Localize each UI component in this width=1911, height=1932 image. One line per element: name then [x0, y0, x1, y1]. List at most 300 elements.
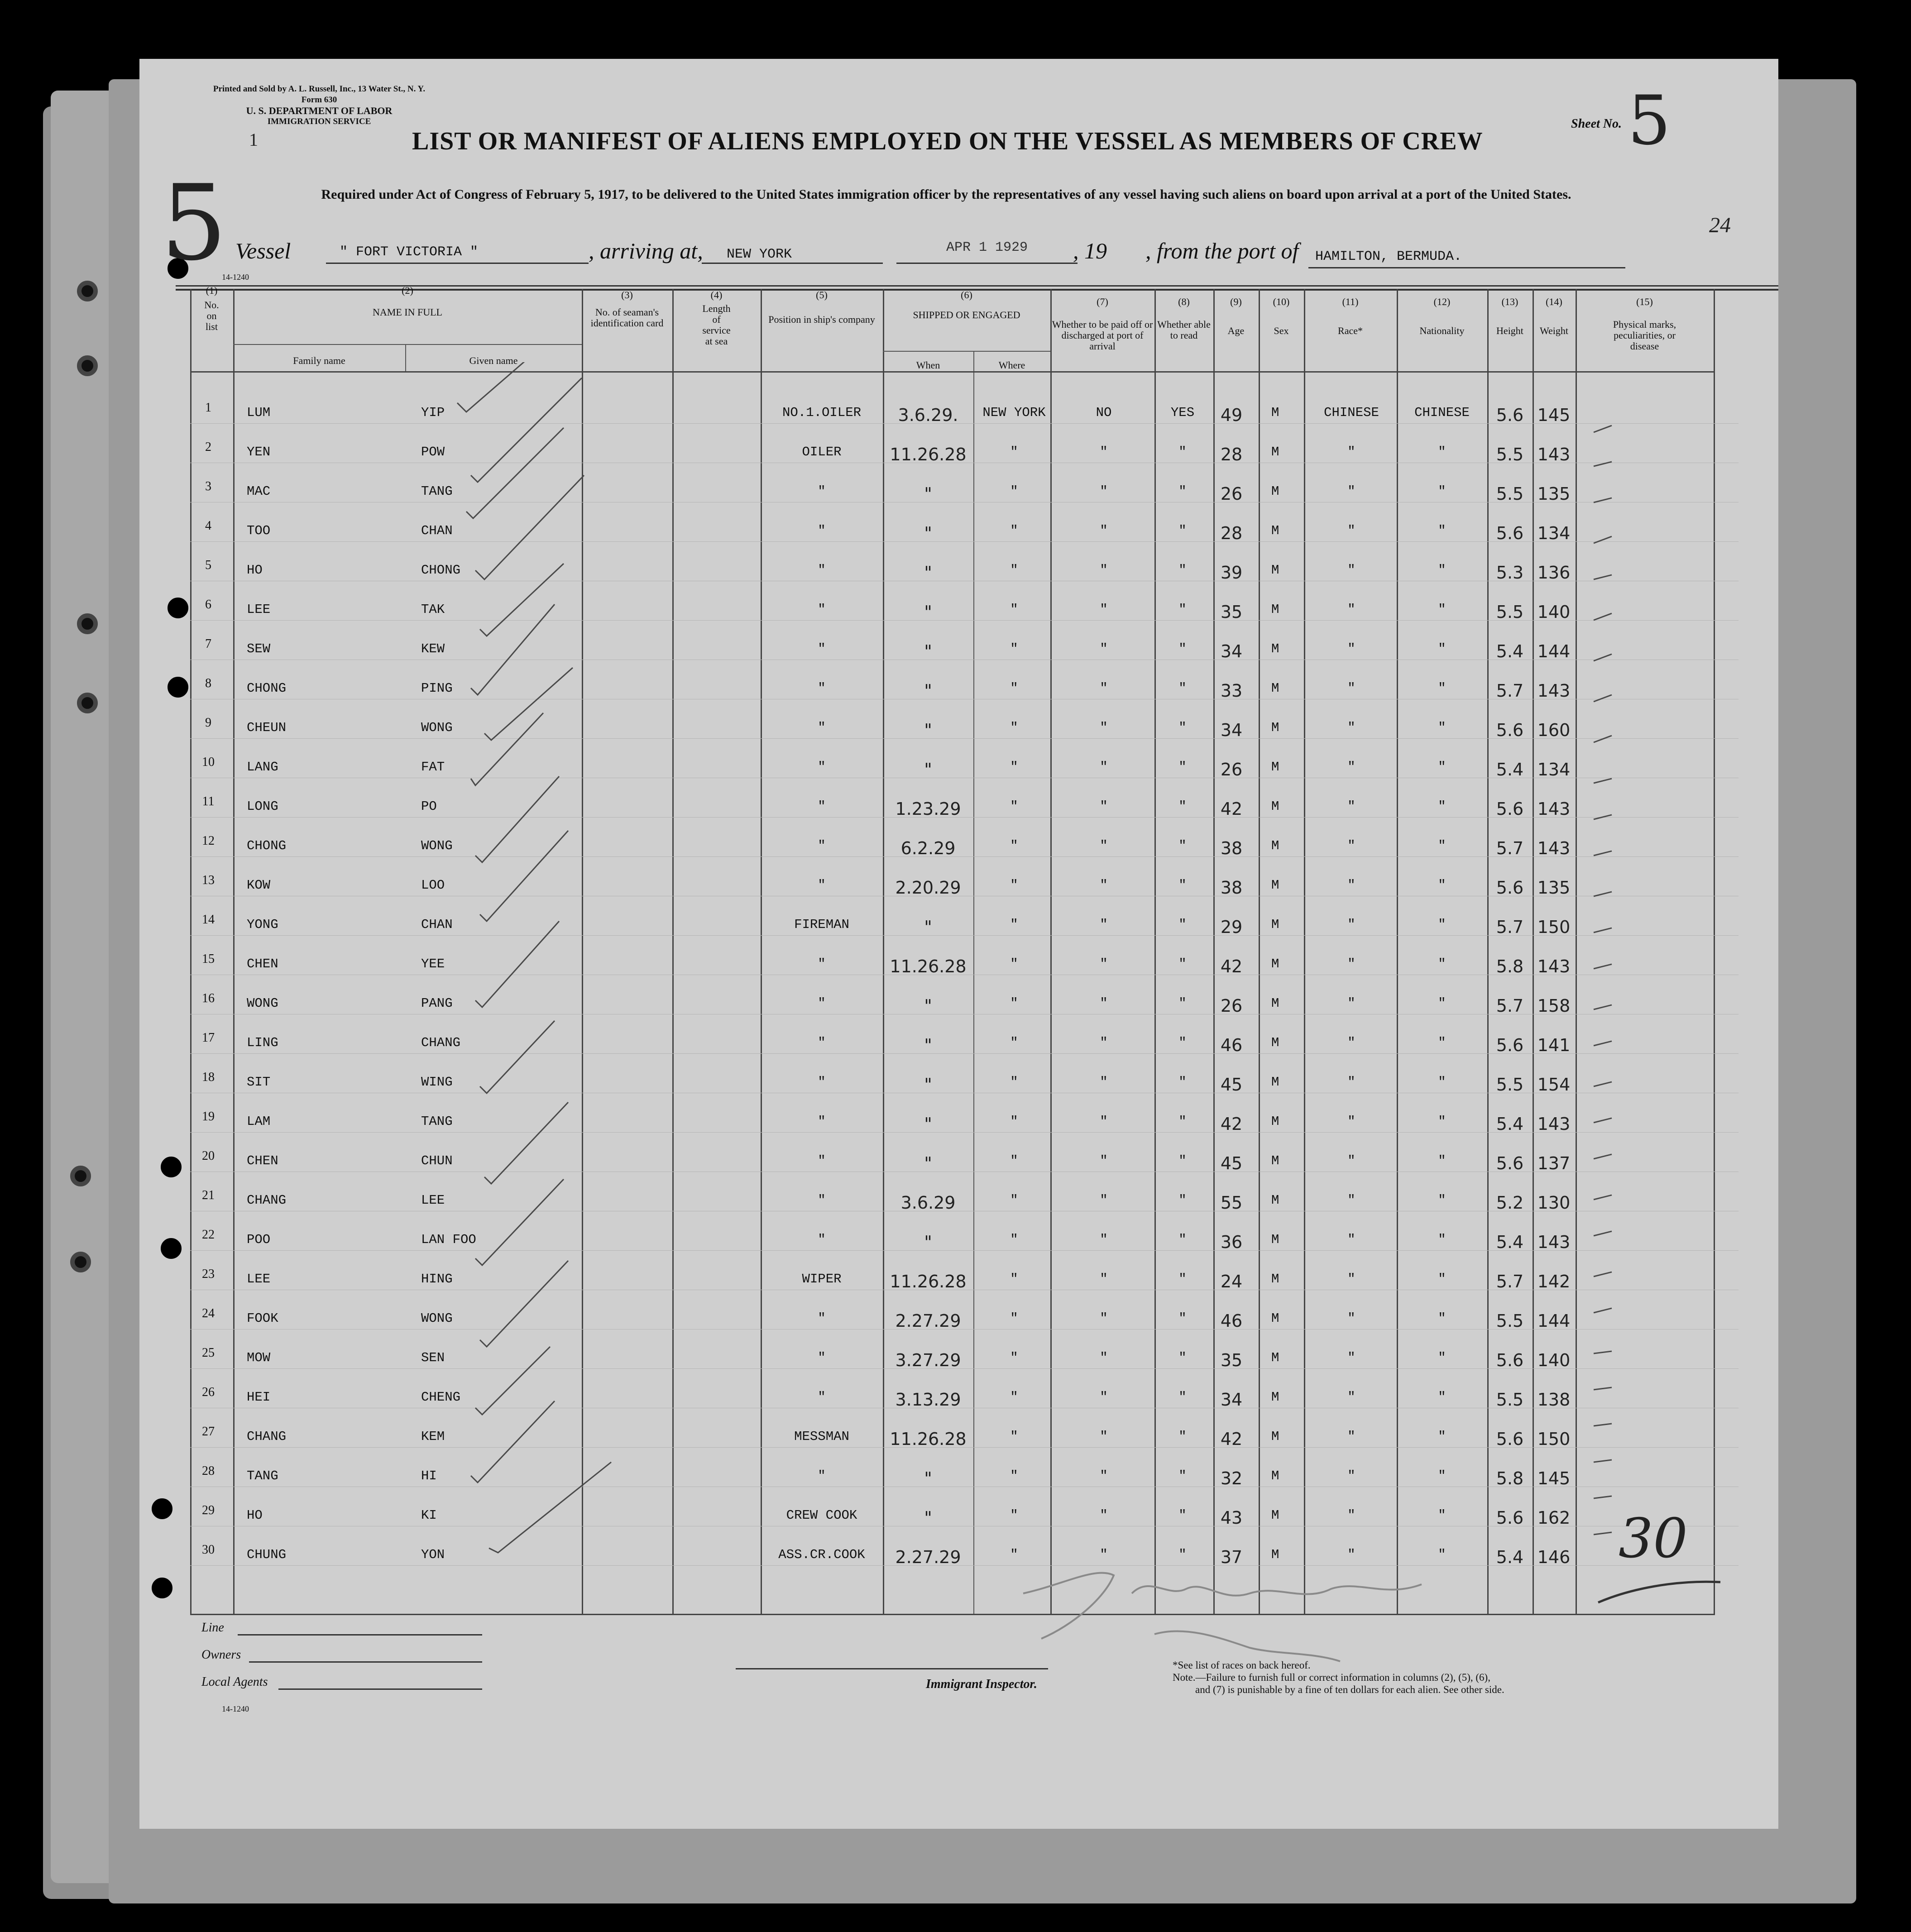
cell-sex: M [1271, 641, 1279, 656]
cell-where: " [1010, 1193, 1018, 1208]
sheet-no-value: 5 [1628, 81, 1671, 160]
header-c8: (8) Whether able to read [1157, 296, 1211, 341]
cell-nat: " [1438, 720, 1446, 735]
cell-race: " [1347, 563, 1355, 578]
cell-paid: " [1100, 1075, 1108, 1090]
cell-paid: " [1100, 602, 1108, 617]
cell-nat: " [1438, 760, 1446, 775]
cell-position: " [818, 681, 826, 696]
cell-race: " [1347, 1075, 1355, 1090]
cell-read: " [1178, 1153, 1187, 1168]
cell-where: " [1010, 1390, 1018, 1405]
cell-read: " [1178, 484, 1187, 499]
cell-weight: 154 [1537, 1075, 1571, 1095]
cell-weight: 140 [1537, 602, 1571, 622]
cell-position: " [818, 1232, 826, 1247]
cell-no: 8 [205, 676, 211, 690]
cell-race: " [1347, 996, 1355, 1011]
cell-when: 2.20.29 [895, 878, 961, 898]
cell-position: " [818, 878, 826, 893]
cell-weight: 143 [1537, 1114, 1571, 1134]
cell-weight: 143 [1537, 445, 1571, 464]
cell-age: 26 [1220, 760, 1243, 779]
cell-when: 11.26.28 [890, 1272, 967, 1291]
cell-age: 55 [1220, 1193, 1243, 1213]
cell-family: MOW [247, 1350, 271, 1365]
cell-family: WONG [247, 996, 278, 1011]
cell-paid: " [1100, 1547, 1108, 1562]
cell-height: 5.6 [1496, 720, 1524, 740]
cell-nat: " [1438, 1153, 1446, 1168]
cell-age: 38 [1220, 838, 1243, 858]
cell-when: " [924, 1075, 932, 1095]
cell-no: 5 [205, 558, 211, 572]
cell-height: 5.6 [1496, 799, 1524, 819]
cell-weight: 136 [1537, 563, 1571, 583]
cell-sex: M [1271, 602, 1279, 617]
cell-paid: " [1100, 523, 1108, 538]
cell-given: FAT [421, 760, 445, 775]
cell-sex: M [1271, 917, 1279, 932]
cell-when: " [924, 917, 932, 937]
cell-race: " [1347, 799, 1355, 814]
cell-where: " [1010, 996, 1018, 1011]
sheet-no-label: Sheet No. [1571, 117, 1622, 131]
cell-age: 38 [1220, 878, 1243, 898]
cell-given: TANG [421, 484, 453, 499]
cell-paid: " [1100, 445, 1108, 459]
cell-height: 5.4 [1496, 1547, 1524, 1567]
cell-nat: " [1438, 1508, 1446, 1523]
cell-where: " [1010, 445, 1018, 459]
cell-where: " [1010, 563, 1018, 578]
cell-given: KI [421, 1508, 437, 1523]
cell-position: " [818, 523, 826, 538]
cell-read: " [1178, 1350, 1187, 1365]
cell-height: 5.4 [1496, 1232, 1524, 1252]
cell-when: " [924, 563, 932, 583]
cell-no: 15 [202, 952, 215, 966]
cell-when: 3.13.29 [895, 1390, 961, 1410]
cell-nat: " [1438, 445, 1446, 459]
vessel-label: Vessel [235, 238, 291, 263]
handwritten-total: 30 [1619, 1507, 1688, 1570]
cell-weight: 135 [1537, 878, 1571, 898]
cell-read: " [1178, 1390, 1187, 1405]
cell-given: LOO [421, 878, 445, 893]
cell-race: " [1347, 1350, 1355, 1365]
cell-where: " [1010, 799, 1018, 814]
cell-read: " [1178, 917, 1187, 932]
cell-paid: " [1100, 1232, 1108, 1247]
cell-when: 2.27.29 [895, 1547, 961, 1567]
cell-sex: M [1271, 523, 1279, 538]
binding-hole [152, 1578, 172, 1598]
cell-weight: 130 [1537, 1193, 1571, 1213]
cell-nat: " [1438, 681, 1446, 696]
cell-weight: 150 [1537, 1429, 1571, 1449]
cell-age: 34 [1220, 720, 1243, 740]
cell-race: " [1347, 720, 1355, 735]
cell-no: 6 [205, 598, 211, 612]
cell-nat: " [1438, 917, 1446, 932]
cell-read: " [1178, 1547, 1187, 1562]
handwritten-mark-24: 24 [1709, 213, 1731, 237]
cell-where: " [1010, 956, 1018, 971]
cell-age: 46 [1220, 1311, 1243, 1331]
footer-agents-label: Local Agents [201, 1675, 268, 1689]
cell-family: HO [247, 563, 263, 578]
footer-notes [1173, 1659, 1504, 1696]
cell-when: " [924, 996, 932, 1016]
cell-age: 39 [1220, 563, 1243, 583]
cell-paid: " [1100, 996, 1108, 1011]
cell-position: WIPER [802, 1272, 842, 1286]
cell-weight: 162 [1537, 1508, 1571, 1528]
cell-weight: 143 [1537, 838, 1571, 858]
cell-when: " [924, 523, 932, 543]
cell-paid: " [1100, 641, 1108, 656]
cell-race: " [1347, 1193, 1355, 1208]
cell-when: 3.6.29. [898, 405, 958, 425]
cell-position: " [818, 602, 826, 617]
cell-position: " [818, 720, 826, 735]
header-c2b: Given name [469, 355, 518, 366]
cell-nat: " [1438, 602, 1446, 617]
binding-hole [77, 281, 98, 301]
cell-where: " [1010, 681, 1018, 696]
cell-when: 6.2.29 [900, 838, 956, 858]
cell-sex: M [1271, 1468, 1279, 1483]
cell-read: " [1178, 1193, 1187, 1208]
cell-height: 5.5 [1496, 1075, 1524, 1095]
cell-no: 2 [205, 440, 211, 454]
cell-no: 14 [202, 913, 215, 927]
binding-hole [77, 613, 98, 634]
cell-given: CHENG [421, 1390, 461, 1405]
cell-when: " [924, 1035, 932, 1055]
cell-read: " [1178, 681, 1187, 696]
cell-given: WING [421, 1075, 453, 1090]
cell-position: " [818, 760, 826, 775]
cell-no: 10 [202, 755, 215, 769]
cell-sex: M [1271, 1075, 1279, 1090]
cell-age: 28 [1220, 523, 1243, 543]
cell-position: " [818, 1311, 826, 1326]
cell-family: SEW [247, 641, 271, 656]
cell-weight: 144 [1537, 1311, 1571, 1331]
cell-no: 29 [202, 1503, 215, 1517]
form-code-bottom: 14-1240 [222, 1704, 249, 1713]
cell-family: FOOK [247, 1311, 278, 1326]
cell-family: SIT [247, 1075, 271, 1090]
cell-age: 37 [1220, 1547, 1243, 1567]
cell-sex: M [1271, 563, 1279, 578]
header-c1: (1) No. on list [204, 285, 219, 332]
cell-race: " [1347, 1232, 1355, 1247]
cell-when: " [924, 1153, 932, 1173]
cell-weight: 142 [1537, 1272, 1571, 1291]
cell-when: 11.26.28 [890, 1429, 967, 1449]
footer-line-label: Line [201, 1621, 224, 1635]
cell-sex: M [1271, 1390, 1279, 1405]
cell-given: PING [421, 681, 453, 696]
cell-given: HI [421, 1468, 437, 1483]
cell-height: 5.6 [1496, 1508, 1524, 1528]
cell-nat: " [1438, 523, 1446, 538]
cell-height: 5.6 [1496, 1350, 1524, 1370]
cell-given: PANG [421, 996, 453, 1011]
cell-race: " [1347, 1390, 1355, 1405]
cell-age: 24 [1220, 1272, 1243, 1291]
cell-nat: " [1438, 563, 1446, 578]
cell-weight: 135 [1537, 484, 1571, 504]
cell-where: " [1010, 641, 1018, 656]
cell-nat: CHINESE [1414, 405, 1470, 420]
cell-nat: " [1438, 484, 1446, 499]
cell-height: 5.6 [1496, 878, 1524, 898]
cell-weight: 150 [1537, 917, 1571, 937]
cell-sex: M [1271, 760, 1279, 775]
cell-age: 45 [1220, 1153, 1243, 1173]
cell-paid: " [1100, 956, 1108, 971]
cell-read: " [1178, 641, 1187, 656]
cell-paid: " [1100, 1468, 1108, 1483]
binding-hole [70, 1166, 91, 1186]
cell-read: " [1178, 1429, 1187, 1444]
cell-paid: " [1100, 838, 1108, 853]
cell-given: CHAN [421, 523, 453, 538]
cell-height: 5.7 [1496, 838, 1524, 858]
cell-age: 33 [1220, 681, 1243, 701]
cell-read: " [1178, 799, 1187, 814]
cell-when: " [924, 1508, 932, 1528]
cell-sex: M [1271, 484, 1279, 499]
cell-read: " [1178, 956, 1187, 971]
cell-where: " [1010, 838, 1018, 853]
cell-paid: " [1100, 1350, 1108, 1365]
cell-family: HO [247, 1508, 263, 1523]
cell-where: " [1010, 1508, 1018, 1523]
cell-given: YON [421, 1547, 445, 1562]
cell-height: 5.6 [1496, 1153, 1524, 1173]
cell-weight: 158 [1537, 996, 1571, 1016]
printer-line-2: Form 630 [301, 95, 337, 105]
cell-height: 5.7 [1496, 1272, 1524, 1291]
cell-paid: " [1100, 1193, 1108, 1208]
cell-nat: " [1438, 799, 1446, 814]
cell-given: YEE [421, 956, 445, 971]
cell-family: HEI [247, 1390, 271, 1405]
cell-read: " [1178, 602, 1187, 617]
cell-family: KOW [247, 878, 271, 893]
cell-position: " [818, 1153, 826, 1168]
header-c9: (9) Age [1227, 296, 1245, 336]
header-c3: (3) No. of seaman's identification card [590, 289, 664, 329]
cell-position: " [818, 1035, 826, 1050]
cell-age: 42 [1220, 1114, 1243, 1134]
from-label: , from the port of [1145, 238, 1299, 263]
cell-nat: " [1438, 996, 1446, 1011]
cell-where: " [1010, 1035, 1018, 1050]
header-c5: (5) Position in ship's company [768, 289, 875, 325]
cell-sex: M [1271, 1153, 1279, 1168]
cell-position: " [818, 996, 826, 1011]
cell-no: 13 [202, 873, 215, 887]
cell-height: 5.8 [1496, 1468, 1524, 1488]
cell-sex: M [1271, 1350, 1279, 1365]
cell-no: 17 [202, 1031, 215, 1045]
cell-weight: 134 [1537, 760, 1571, 779]
cell-age: 32 [1220, 1468, 1243, 1488]
cell-position: " [818, 1114, 826, 1129]
cell-where: " [1010, 878, 1018, 893]
cell-where: " [1010, 760, 1018, 775]
cell-age: 42 [1220, 799, 1243, 819]
cell-read: " [1178, 1232, 1187, 1247]
cell-position: OILER [802, 445, 842, 459]
cell-family: LUM [247, 405, 271, 420]
cell-sex: M [1271, 405, 1279, 420]
cell-family: YEN [247, 445, 271, 459]
cell-height: 5.5 [1496, 602, 1524, 622]
cell-paid: " [1100, 484, 1108, 499]
total-underline [1594, 1562, 1729, 1612]
cell-no: 18 [202, 1070, 215, 1084]
cell-weight: 137 [1537, 1153, 1571, 1173]
cell-height: 5.5 [1496, 445, 1524, 464]
cell-age: 26 [1220, 996, 1243, 1016]
cell-sex: M [1271, 1508, 1279, 1523]
cell-family: LONG [247, 799, 278, 814]
cell-nat: " [1438, 1075, 1446, 1090]
cell-no: 12 [202, 834, 215, 848]
cell-sex: M [1271, 445, 1279, 459]
cell-no: 1 [205, 401, 211, 415]
cell-when: 3.27.29 [895, 1350, 961, 1370]
footer-owners-label: Owners [201, 1648, 241, 1662]
cell-when: " [924, 1232, 932, 1252]
form-code-top: 14-1240 [222, 273, 249, 282]
cell-where: " [1010, 602, 1018, 617]
cell-sex: M [1271, 838, 1279, 853]
cell-sex: M [1271, 1035, 1279, 1050]
cell-no: 30 [202, 1543, 215, 1557]
cell-nat: " [1438, 1547, 1446, 1562]
cell-when: " [924, 720, 932, 740]
cell-race: " [1347, 760, 1355, 775]
cell-where: " [1010, 1429, 1018, 1444]
cell-race: " [1347, 445, 1355, 459]
year-label: , 19 [1073, 238, 1107, 263]
cell-race: " [1347, 1272, 1355, 1286]
cell-family: CHONG [247, 838, 287, 853]
header-c11: (11) Race* [1338, 296, 1363, 336]
cell-paid: " [1100, 799, 1108, 814]
cell-given: KEW [421, 641, 445, 656]
cell-where: " [1010, 1075, 1018, 1090]
cell-weight: 145 [1537, 405, 1571, 425]
cell-sex: M [1271, 720, 1279, 735]
cell-race: " [1347, 1508, 1355, 1523]
header-c6a: When [916, 359, 940, 371]
cell-where: " [1010, 523, 1018, 538]
cell-given: WONG [421, 838, 453, 853]
date-stamp: APR 1 1929 [946, 240, 1028, 255]
header-c14: (14) Weight [1540, 296, 1568, 336]
cell-family: TANG [247, 1468, 278, 1483]
cell-read: " [1178, 1311, 1187, 1326]
cell-position: ASS.CR.COOK [778, 1547, 865, 1562]
cell-height: 5.5 [1496, 1390, 1524, 1410]
department-name: U. S. DEPARTMENT OF LABOR [246, 105, 393, 116]
cell-nat: " [1438, 1390, 1446, 1405]
handwritten-mark-1: 1 [249, 129, 258, 150]
cell-position: " [818, 1468, 826, 1483]
cell-sex: M [1271, 799, 1279, 814]
cell-nat: " [1438, 1350, 1446, 1365]
cell-position: " [818, 563, 826, 578]
cell-age: 26 [1220, 484, 1243, 504]
cell-nat: " [1438, 956, 1446, 971]
cell-family: CHONG [247, 681, 287, 696]
cell-paid: " [1100, 1035, 1108, 1050]
cell-given: CHONG [421, 563, 461, 578]
cell-where: " [1010, 1114, 1018, 1129]
cell-family: LANG [247, 760, 278, 775]
cell-paid: " [1100, 720, 1108, 735]
cell-paid: " [1100, 1429, 1108, 1444]
cell-sex: M [1271, 996, 1279, 1011]
cell-height: 5.7 [1496, 996, 1524, 1016]
cell-sex: M [1271, 878, 1279, 893]
inspector-signature [996, 1557, 1471, 1675]
cell-age: 29 [1220, 917, 1243, 937]
cell-height: 5.3 [1496, 563, 1524, 583]
cell-read: " [1178, 1114, 1187, 1129]
cell-when: " [924, 641, 932, 661]
cell-family: CHUNG [247, 1547, 287, 1562]
cell-age: 45 [1220, 1075, 1243, 1095]
cell-paid: " [1100, 1508, 1108, 1523]
cell-read: " [1178, 1075, 1187, 1090]
cell-race: " [1347, 523, 1355, 538]
header-c2: (2) NAME IN FULL [373, 285, 442, 318]
cell-family: TOO [247, 523, 271, 538]
cell-weight: 160 [1537, 720, 1571, 740]
cell-position: " [818, 1075, 826, 1090]
cell-sex: M [1271, 1114, 1279, 1129]
page-title: LIST OR MANIFEST OF ALIENS EMPLOYED ON THE VESSEL AS MEMBERS OF CREW [412, 127, 1483, 155]
header-c12: (12) Nationality [1419, 296, 1465, 336]
cell-when: 11.26.28 [890, 956, 967, 976]
cell-height: 5.7 [1496, 917, 1524, 937]
cell-family: LAM [247, 1114, 271, 1129]
cell-position: NO.1.OILER [782, 405, 862, 420]
handwritten-margin-number: 5 [161, 163, 227, 284]
cell-given: CHAN [421, 917, 453, 932]
cell-when: " [924, 1114, 932, 1134]
cell-age: 42 [1220, 1429, 1243, 1449]
cell-paid: " [1100, 1311, 1108, 1326]
cell-paid: " [1100, 681, 1108, 696]
cell-nat: " [1438, 1429, 1446, 1444]
cell-where: " [1010, 1350, 1018, 1365]
cell-given: KEM [421, 1429, 445, 1444]
cell-when: 1.23.29 [895, 799, 961, 819]
cell-paid: " [1100, 1153, 1108, 1168]
cell-race: " [1347, 641, 1355, 656]
